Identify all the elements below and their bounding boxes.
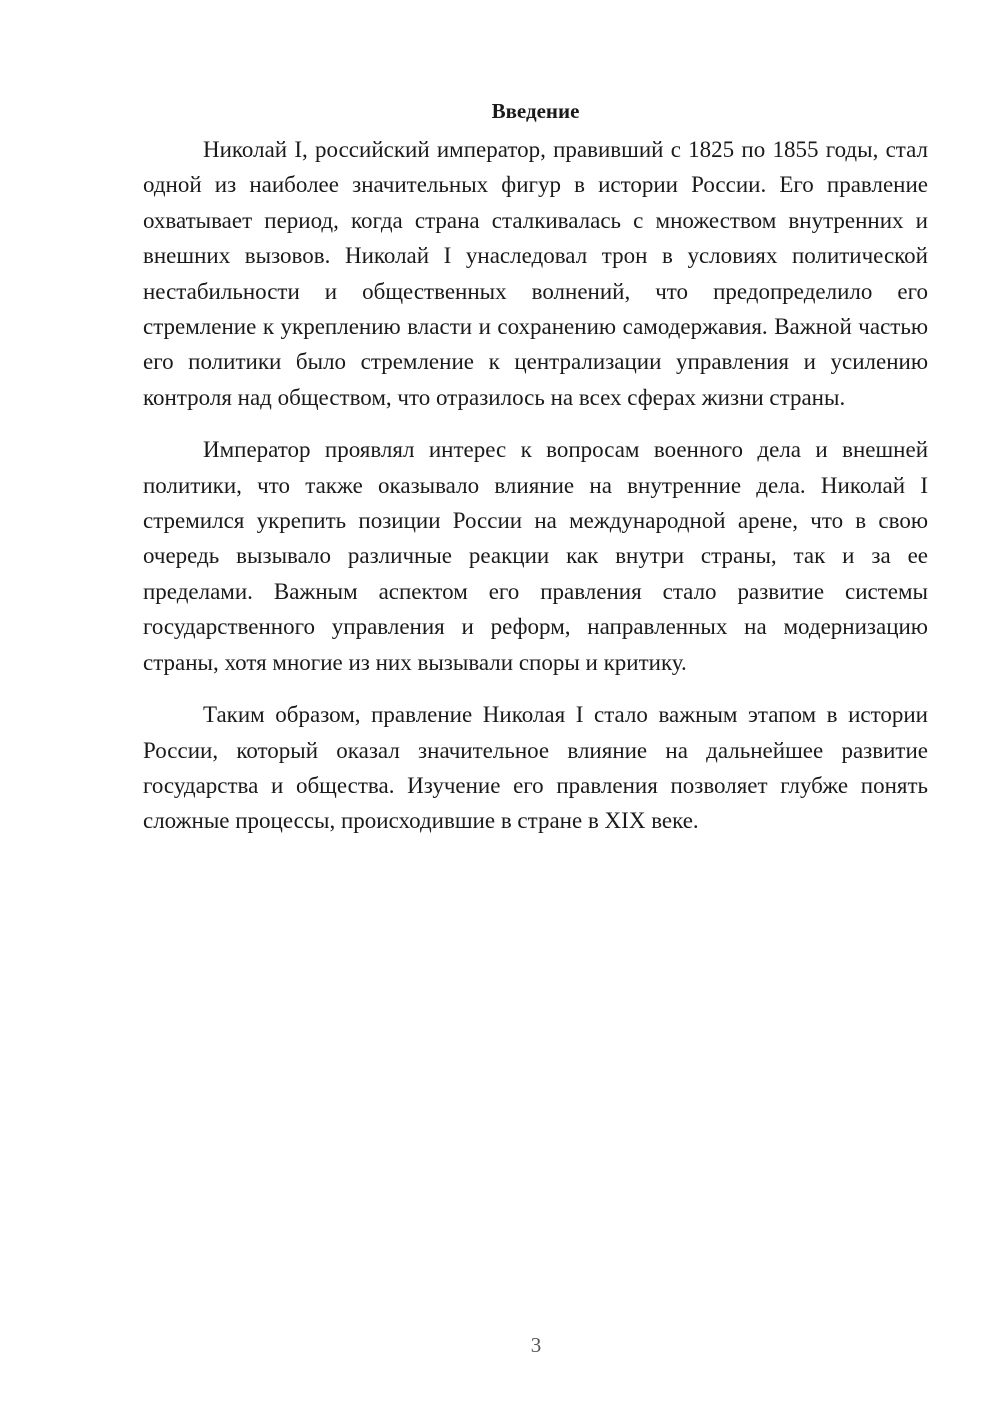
- section-heading: Введение: [491, 99, 580, 123]
- paragraph-2: Император проявлял интерес к вопросам военного дела и внешней политики, что также оказывало влияние на внутренние дела. Николай I стремился укрепить позиции России на международной арене, что в свою очередь вызывало различные реакции как внутри страны, так и за ее пределами. Важным аспектом его правления стало развитие системы государственного управления и реформ, направленных на модернизацию страны, хотя многие из них вызывали споры и критику.: [143, 437, 928, 675]
- paragraph-3: Таким образом, правление Николая I стало важным этапом в истории России, который оказал значительное влияние на дальнейшее развитие государства и общества. Изучение его правления позволяет глубже понять сложные процессы, происходившие в стране в XIX веке.: [143, 702, 928, 834]
- page-content: [143, 96, 928, 856]
- paragraph-1: Николай I, российский император, правивший с 1825 по 1855 годы, стал одной из наиболее значительных фигур в истории России. Его правление охватывает период, когда страна сталкивалась с множеством внутренних и внешних вызовов. Николай I унаследовал трон в условиях политической нестабильности и общественных волнений, что предопределило его стремление к укреплению власти и сохранению самодержавия. Важной частью его политики было стремление к централизации управления и усилению контроля над обществом, что отразилось на всех сферах жизни страны.: [143, 137, 928, 410]
- page-number: 3: [530, 1333, 542, 1357]
